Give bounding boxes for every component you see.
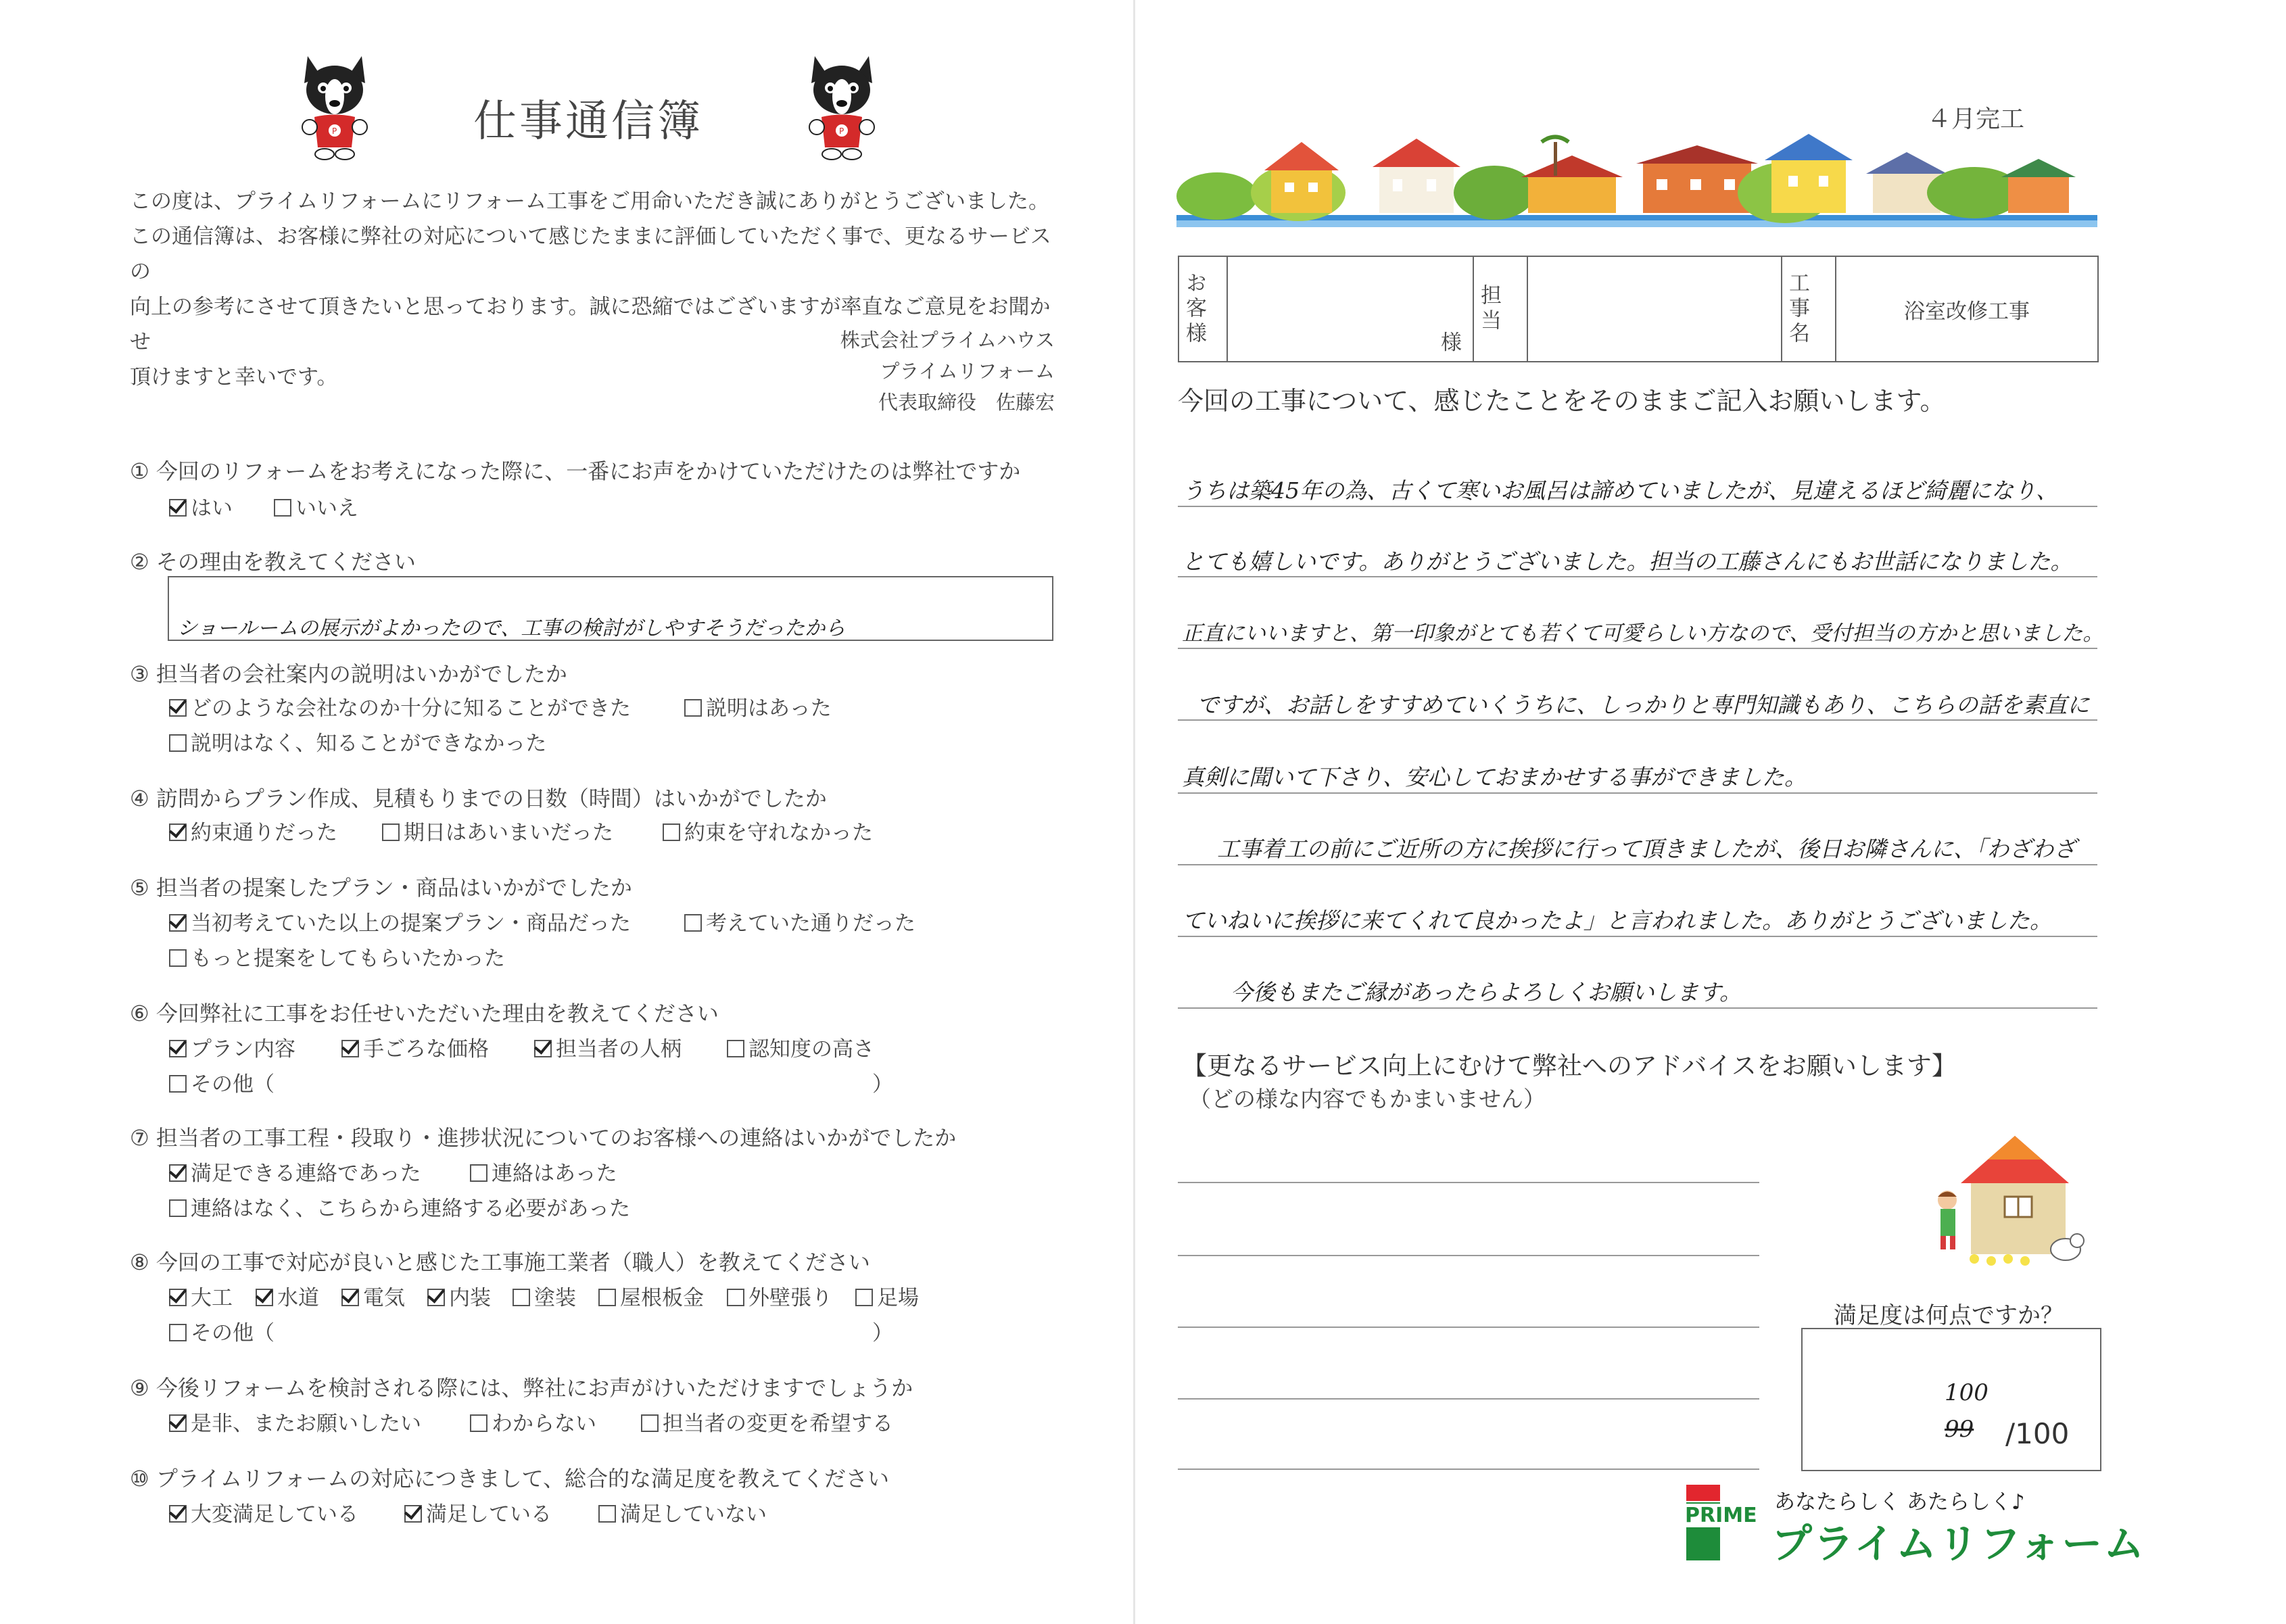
comment-rule — [1178, 864, 2097, 865]
info-table — [1178, 256, 2099, 362]
page-title: 仕事通信簿 — [473, 97, 703, 147]
sama-suffix: 様 — [1441, 331, 1462, 355]
option-label: もっと提案をしてもらいたかった — [191, 947, 505, 971]
score-label: 満足度は何点ですか？ — [1834, 1302, 2064, 1329]
staff-label-cell — [1473, 256, 1527, 362]
option-label: その他（ — [191, 1321, 275, 1345]
question-7: ⑦ 担当者の工事工程・段取り・進捗状況についてのお客様への連絡はいかがでしたか — [130, 1125, 957, 1151]
q4-option-1[interactable] — [169, 815, 337, 846]
intro-line: この通信簿は、お客様に弊社の対応について感じたままに評価していただく事で、更なるサービスの — [130, 224, 1051, 284]
checkbox-checked[interactable] — [169, 1505, 187, 1523]
option-label: はい — [191, 496, 233, 521]
q1-option-yes[interactable] — [169, 491, 233, 521]
option-label: わからない — [492, 1412, 596, 1436]
q8-option-7[interactable] — [727, 1281, 832, 1311]
option-label: 水道 — [277, 1286, 319, 1310]
house-illustration — [1920, 1129, 2110, 1271]
option-label: 担当者の人柄 — [556, 1037, 682, 1061]
option-label: 連絡はなく、こちらから連絡する必要があった — [191, 1197, 631, 1221]
option-label: 大工 — [191, 1286, 233, 1310]
comment-line: ていねいに挨拶に来てくれて良かったよ」と言われました。ありがとうございました。 — [1182, 907, 2052, 934]
q8-other-close: ） — [872, 1321, 893, 1345]
staff-label: 担当 — [1477, 284, 1501, 334]
comment-rule — [1178, 576, 2097, 577]
q6-option-1[interactable] — [169, 1032, 295, 1062]
q2-answer-box[interactable] — [168, 576, 1053, 641]
checkbox[interactable] — [684, 699, 702, 717]
checkbox[interactable] — [727, 1040, 744, 1057]
signature-company: 株式会社プライムハウス — [840, 329, 1055, 352]
checkbox-checked[interactable] — [534, 1040, 552, 1057]
question-6: ⑥ 今回弊社に工事をお任せいただいた理由を教えてください — [130, 1001, 719, 1026]
q4-option-2[interactable] — [382, 815, 613, 846]
checkbox-checked[interactable] — [169, 1289, 187, 1306]
checkbox[interactable] — [470, 1164, 487, 1182]
q6-option-4[interactable] — [727, 1032, 874, 1062]
comment-rule — [1178, 1007, 2097, 1009]
q7-option-1[interactable] — [169, 1156, 421, 1187]
signature — [744, 325, 1055, 418]
checkbox-checked[interactable] — [169, 914, 187, 932]
option-label: 連絡はあった — [492, 1162, 617, 1186]
comment-line: 正直にいいますと、第一印象がとても若くて可愛らしい方なので、受付担当の方かと思いました。 — [1182, 621, 2104, 646]
comment-line: 今後もまたご縁があったらよろしくお願いします。 — [1231, 979, 1742, 1005]
q5-option-1[interactable] — [169, 906, 631, 936]
comment-line: うちは築45年の為、古くて寒いお風呂は諦めていましたが、見違えるほど綺麗になり、 — [1182, 477, 2058, 504]
q8-option-other[interactable] — [169, 1316, 275, 1346]
logo-prime: PRIME — [1685, 1504, 1757, 1527]
comment-line: 真剣に聞いて下さり、安心しておまかせする事ができました。 — [1182, 764, 1807, 790]
checkbox[interactable] — [382, 823, 400, 841]
intro-line: 頂けますと幸いです。 — [130, 365, 338, 389]
signature-president: 代表取締役 佐藤宏 — [878, 391, 1055, 414]
q8-option-8[interactable] — [855, 1281, 919, 1311]
staff-name-cell[interactable] — [1527, 256, 1782, 362]
dog-mascot-right — [805, 53, 879, 161]
checkbox[interactable] — [684, 914, 702, 932]
option-label: 是非、またお願いしたい — [191, 1412, 421, 1436]
comment-rule — [1178, 648, 2097, 649]
score-struck-value: 99 — [1945, 1416, 1974, 1443]
svg-text:P: P — [332, 126, 337, 136]
logo-red-bar — [1686, 1485, 1720, 1501]
option-label: 内装 — [449, 1286, 491, 1310]
question-8: ⑧ 今回の工事で対応が良いと感じた工事施工業者（職人）を教えてください — [130, 1249, 870, 1275]
option-label: どのような会社なのか十分に知ることができた — [191, 696, 631, 721]
q9-option-2[interactable] — [470, 1406, 596, 1437]
checkbox-checked[interactable] — [169, 699, 187, 717]
q10-option-1[interactable] — [169, 1497, 358, 1527]
checkbox[interactable] — [470, 1414, 487, 1432]
customer-label: お客様 — [1182, 271, 1206, 347]
checkbox[interactable] — [641, 1414, 659, 1432]
checkbox[interactable] — [855, 1289, 873, 1306]
advice-heading: 【更なるサービス向上にむけて弊社へのアドバイスをお願いします】 — [1182, 1051, 1957, 1080]
question-4: ④ 訪問からプラン作成、見積もりまでの日数（時間）はいかがでしたか — [130, 786, 827, 811]
comment-rule — [1178, 719, 2097, 721]
question-9: ⑨ 今後リフォームを検討される際には、弊社にお声がけいただけますでしょうか — [130, 1375, 913, 1401]
q3-option-2[interactable] — [684, 691, 832, 721]
option-label: 約束通りだった — [191, 821, 337, 845]
comment-line: 工事着工の前にご近所の方に挨拶に行って頂きましたが、後日お隣さんに、「わざわざ — [1217, 836, 2076, 862]
logo-name: プライムリフォーム — [1771, 1521, 2146, 1568]
q2-handwritten-answer: ショールームの展示がよかったので、工事の検討がしやすそうだったから — [177, 617, 846, 640]
option-label: その他（ — [191, 1072, 275, 1097]
advice-rule[interactable] — [1178, 1255, 1759, 1256]
intro-line: この度は、プライムリフォームにリフォーム工事をご用命いただき誠にありがとうございました。 — [130, 189, 1049, 214]
option-label: 約束を守れなかった — [684, 821, 873, 845]
score-box[interactable] — [1801, 1328, 2101, 1471]
q6-option-3[interactable] — [534, 1032, 682, 1062]
work-label: 工事名 — [1785, 271, 1809, 347]
work-label-cell — [1782, 256, 1836, 362]
q5-option-2[interactable] — [684, 906, 915, 936]
checkbox-checked[interactable] — [404, 1505, 422, 1523]
customer-label-cell — [1178, 256, 1227, 362]
option-label: プラン内容 — [191, 1037, 295, 1061]
checkbox[interactable] — [513, 1289, 530, 1306]
checkbox[interactable] — [169, 949, 187, 967]
page-fold — [1133, 0, 1135, 1624]
option-label: 満足できる連絡であった — [191, 1162, 421, 1186]
option-label: 満足していない — [620, 1502, 767, 1527]
option-label: 説明はなく、知ることができなかった — [191, 732, 547, 756]
option-label: 考えていた通りだった — [706, 911, 915, 936]
q5-option-3[interactable] — [169, 941, 505, 972]
q7-option-3[interactable] — [169, 1191, 630, 1222]
comment-rule — [1178, 506, 2097, 507]
q3-option-1[interactable] — [169, 691, 631, 721]
comment-rule — [1178, 792, 2097, 794]
question-5: ⑤ 担当者の提案したプラン・商品はいかがでしたか — [130, 875, 632, 901]
q8-option-5[interactable] — [513, 1281, 576, 1311]
option-label: 手ごろな価格 — [363, 1037, 489, 1061]
checkbox-checked[interactable] — [169, 823, 187, 841]
checkbox[interactable] — [727, 1289, 744, 1306]
score-value: 100 — [1945, 1379, 1989, 1406]
signature-brand: プライムリフォーム — [880, 360, 1055, 383]
option-label: 塗装 — [534, 1286, 576, 1310]
customer-name-cell[interactable] — [1227, 256, 1473, 362]
question-3: ③ 担当者の会社案内の説明はいかがでしたか — [130, 661, 567, 687]
checkbox-checked[interactable] — [427, 1289, 445, 1306]
score-total: /100 — [2005, 1417, 2070, 1450]
checkbox-checked[interactable] — [169, 1414, 187, 1432]
q6-option-other[interactable] — [169, 1067, 275, 1097]
q10-option-3[interactable] — [598, 1497, 767, 1527]
q8-option-2[interactable] — [256, 1281, 319, 1311]
q3-option-3[interactable] — [169, 726, 546, 757]
advice-rule[interactable] — [1178, 1182, 1759, 1183]
checkbox[interactable] — [598, 1289, 616, 1306]
option-label: 期日はあいまいだった — [404, 821, 613, 845]
checkbox-checked[interactable] — [341, 1040, 359, 1057]
logo-tagline: あなたらしく あたらしく♪ — [1774, 1490, 2025, 1514]
intro-line: 向上の参考にさせて頂きたいと思っております。誠に恐縮ではございますが率直なご意見をお聞かせ — [130, 295, 1051, 354]
checkbox[interactable] — [598, 1505, 616, 1523]
checkbox[interactable] — [169, 734, 187, 752]
work-name: 浴室改修工事 — [1904, 299, 2030, 324]
town-illustration — [1176, 128, 2097, 230]
q8-option-3[interactable] — [341, 1281, 405, 1311]
advice-subheading: （どの様な内容でもかまいません） — [1189, 1086, 1546, 1112]
advice-rule[interactable] — [1178, 1398, 1759, 1400]
checkbox[interactable] — [663, 823, 680, 841]
q9-option-1[interactable] — [169, 1406, 421, 1437]
work-name-cell[interactable] — [1836, 256, 2098, 362]
dog-mascot-left — [297, 53, 372, 161]
option-label: 大変満足している — [191, 1502, 358, 1527]
checkbox[interactable] — [169, 1075, 187, 1093]
checkbox-checked[interactable] — [169, 1040, 187, 1057]
q4-option-3[interactable] — [663, 815, 873, 846]
q6-other-close: ） — [872, 1072, 893, 1097]
checkbox-checked[interactable] — [256, 1289, 273, 1306]
q6-option-2[interactable] — [341, 1032, 489, 1062]
checkbox-checked[interactable] — [169, 1164, 187, 1182]
comment-line: とても嬉しいです。ありがとうございました。担当の工藤さんにもお世話になりました。 — [1182, 548, 2073, 575]
q9-option-3[interactable] — [641, 1406, 893, 1437]
checkbox-checked[interactable] — [341, 1289, 359, 1306]
q1-option-no[interactable] — [274, 491, 358, 521]
q8-option-1[interactable] — [169, 1281, 233, 1311]
option-label: 屋根板金 — [620, 1286, 704, 1310]
option-label: 説明はあった — [706, 696, 832, 721]
option-label: 認知度の高さ — [748, 1037, 874, 1061]
option-label: いいえ — [295, 496, 358, 521]
question-2: ② その理由を教えてください — [130, 549, 416, 575]
question-10: ⑩ プライムリフォームの対応につきまして、総合的な満足度を教えてください — [130, 1466, 890, 1491]
option-label: 担当者の変更を希望する — [663, 1412, 893, 1436]
svg-text:P: P — [839, 126, 844, 136]
option-label: 当初考えていた以上の提案プラン・商品だった — [191, 911, 631, 936]
completion-month: ４月完工 — [1927, 105, 2025, 133]
comment-heading: 今回の工事について、感じたことをそのままご記入お願いします。 — [1178, 386, 1946, 416]
q8-option-6[interactable] — [598, 1281, 704, 1311]
advice-rule[interactable] — [1178, 1468, 1759, 1470]
question-1: ① 今回のリフォームをお考えになった際に、一番にお声をかけていただけたのは弊社ですか — [130, 458, 1021, 484]
checkbox-checked[interactable] — [169, 499, 187, 517]
comment-line: ですが、お話しをすすめていくうちに、しっかりと専門知識もあり、こちらの話を素直に — [1197, 692, 2090, 718]
option-label: 電気 — [363, 1286, 405, 1310]
q8-option-4[interactable] — [427, 1281, 491, 1311]
advice-rule[interactable] — [1178, 1327, 1759, 1328]
q7-option-2[interactable] — [470, 1156, 617, 1187]
option-label: 満足している — [426, 1502, 552, 1527]
checkbox[interactable] — [169, 1199, 187, 1217]
checkbox[interactable] — [169, 1324, 187, 1341]
comment-rule — [1178, 936, 2097, 937]
option-label: 足場 — [877, 1286, 919, 1310]
checkbox[interactable] — [274, 499, 291, 517]
q10-option-2[interactable] — [404, 1497, 552, 1527]
option-label: 外壁張り — [748, 1286, 832, 1310]
